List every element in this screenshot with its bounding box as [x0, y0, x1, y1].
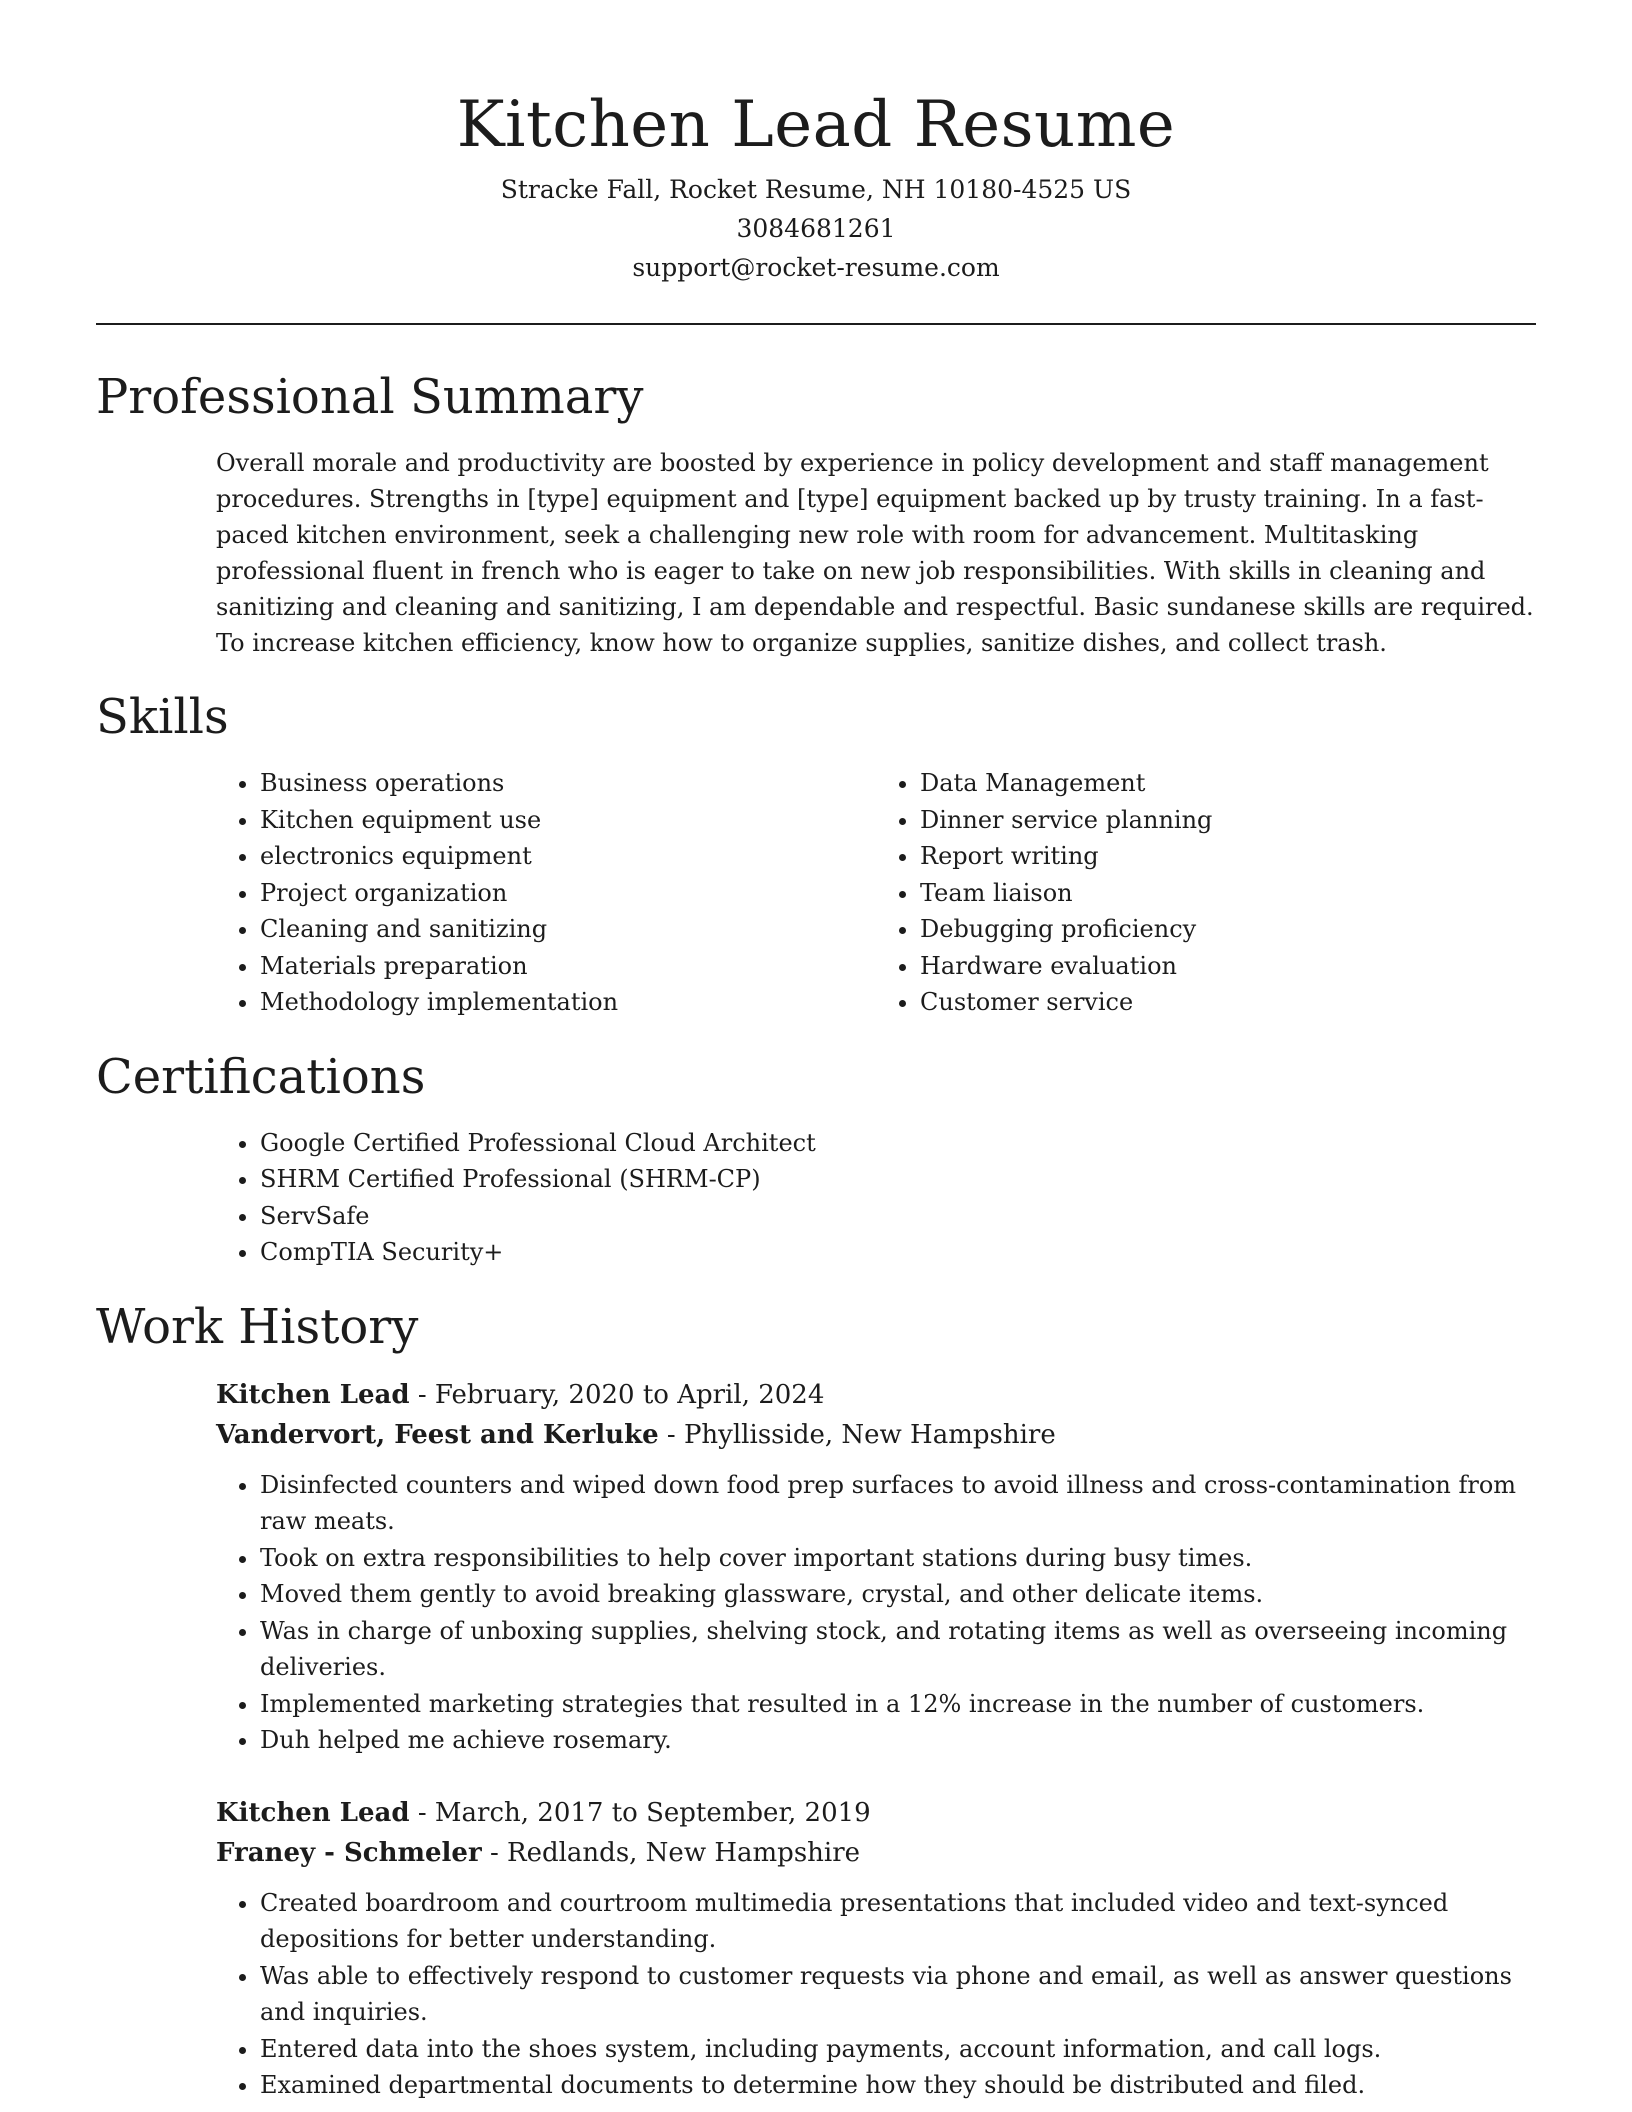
skills-grid — [216, 765, 1536, 1021]
certification-item: • ServSafe — [260, 1198, 1536, 1235]
skill-item: • Materials preparation — [260, 948, 876, 985]
skills-column-left — [216, 765, 876, 1021]
skill-item: • Hardware evaluation — [920, 948, 1536, 985]
skill-item: • Data Management — [920, 765, 1536, 802]
job-entry — [96, 1793, 1536, 2104]
summary-heading: Professional Summary — [96, 369, 644, 425]
skill-item: • Debugging proficiency — [920, 911, 1536, 948]
contact-email: support@rocket-resume.com — [632, 253, 1000, 282]
job-bullet: • Took on extra responsibilities to help cover important stations during busy times. — [260, 1540, 1536, 1577]
job-location: - Redlands, New Hampshire — [481, 1837, 861, 1868]
skills-section — [96, 687, 1536, 1021]
skill-item: • Customer service — [920, 984, 1536, 1021]
summary-text: Overall morale and productivity are boosted by experience in policy development and staff management procedures. Strengths in [type] equipment and [type] equipment backed up by trusty training. In a fast-paced kitchen environment, seek a challenging new role with room for advancement. Multitasking professional fluent in french who is eager to take on new job responsibilities. With skills in cleaning and sanitizing and cleaning and sanitizing, I am dependable and respectful. Basic sundanese skills are required. To increase kitchen efficiency, know how to organize supplies, sanitize dishes, and collect trash. — [216, 449, 1534, 657]
job-bullet: • Was able to effectively respond to customer requests via phone and email, as well as answer questions and inquiries. — [260, 1958, 1536, 2031]
work-history-heading: Work History — [96, 1298, 419, 1355]
skill-item: • Team liaison — [920, 875, 1536, 912]
skill-item: • Project organization — [260, 875, 876, 912]
skills-heading: Skills — [96, 689, 229, 745]
work-history-section — [96, 1297, 1536, 2104]
job-bullet: • Examined departmental documents to determine how they should be distributed and filed. — [260, 2067, 1536, 2104]
summary-section — [96, 367, 1536, 661]
job-location: - Phyllisside, New Hampshire — [658, 1419, 1056, 1450]
resume-page — [96, 80, 1536, 2104]
job-bullet: • Implemented marketing strategies that resulted in a 12% increase in the number of customers. — [260, 1686, 1536, 1723]
header-divider — [96, 323, 1536, 325]
certifications-section — [96, 1047, 1536, 1271]
job-entry — [96, 1375, 1536, 1759]
skill-item: • Report writing — [920, 838, 1536, 875]
contact-phone: 3084681261 — [736, 214, 896, 243]
job-bullet: • Was in charge of unboxing supplies, shelving stock, and rotating items as well as overseeing incoming deliveries. — [260, 1613, 1536, 1686]
certifications-list — [216, 1125, 1536, 1271]
job-title: Kitchen Lead — [216, 1379, 410, 1410]
resume-title: Kitchen Lead Resume — [456, 88, 1176, 162]
skill-item: • Dinner service planning — [920, 802, 1536, 839]
job-company-line — [216, 1833, 1536, 1873]
job-bullet: • Disinfected counters and wiped down food prep surfaces to avoid illness and cross-contamination from raw meats. — [260, 1467, 1536, 1540]
job-title-line — [216, 1375, 1536, 1415]
contact-address: Stracke Fall, Rocket Resume, NH 10180-4525 US — [500, 175, 1132, 204]
job-bullet: • Duh helped me achieve rosemary. — [260, 1722, 1536, 1759]
skill-item: • Business operations — [260, 765, 876, 802]
job-company: Franey - Schmeler — [216, 1837, 482, 1868]
job-title: Kitchen Lead — [216, 1797, 410, 1828]
skill-item: • Kitchen equipment use — [260, 802, 876, 839]
skills-column-right — [876, 765, 1536, 1021]
certification-item: • Google Certified Professional Cloud Architect — [260, 1125, 1536, 1162]
skill-item: • electronics equipment — [260, 838, 876, 875]
job-dates: - February, 2020 to April, 2024 — [409, 1379, 825, 1410]
resume-header — [96, 80, 1536, 287]
certification-item: • CompTIA Security+ — [260, 1234, 1536, 1271]
job-company: Vandervort, Feest and Kerluke — [216, 1419, 659, 1450]
certifications-heading: Certifications — [96, 1048, 426, 1105]
job-dates: - March, 2017 to September, 2019 — [409, 1797, 871, 1828]
job-bullet: • Entered data into the shoes system, including payments, account information, and call logs. — [260, 2031, 1536, 2068]
job-title-line — [216, 1793, 1536, 1833]
job-bullet: • Moved them gently to avoid breaking glassware, crystal, and other delicate items. — [260, 1576, 1536, 1613]
skill-item: • Methodology implementation — [260, 984, 876, 1021]
job-company-line — [216, 1415, 1536, 1455]
job-bullet-list — [216, 1467, 1536, 1759]
job-bullet: • Created boardroom and courtroom multimedia presentations that included video and text-synced depositions for better understanding. — [260, 1885, 1536, 1958]
job-bullet-list — [216, 1885, 1536, 2104]
skill-item: • Cleaning and sanitizing — [260, 911, 876, 948]
certification-item: • SHRM Certified Professional (SHRM-CP) — [260, 1161, 1536, 1198]
